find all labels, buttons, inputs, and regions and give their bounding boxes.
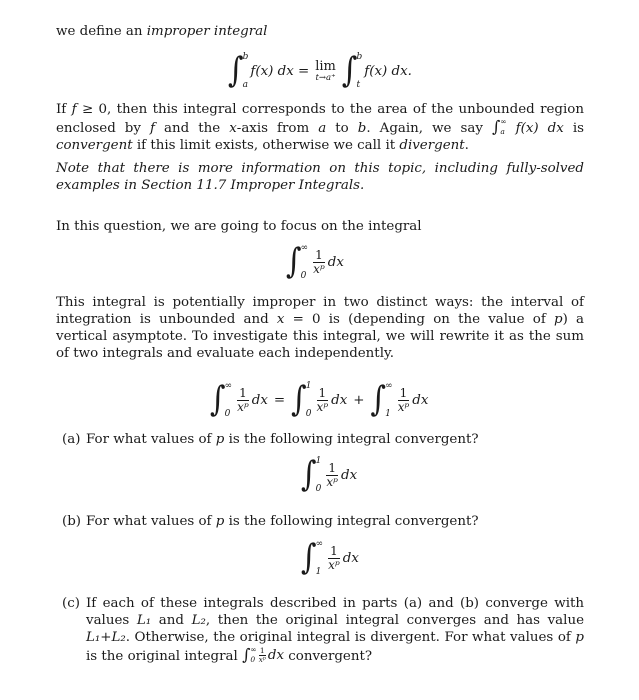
- part-b-label: (b): [62, 514, 82, 529]
- term-improper-integral: improper integral: [146, 24, 268, 39]
- definition-equation: ∫ b a f(x) dx = lim t→a⁺ ∫ b t f(x) dx.: [228, 50, 412, 91]
- part-c-inline-integral: ∫ ∞ 0 $\frac{1}{\text{xᵖ}}$ dx: [242, 645, 285, 664]
- lhs-integral: ∫ b a: [228, 50, 249, 91]
- part-b-integral: ∫ ∞ 1 $\frac{1}{\text{xᵖ}}$ dx: [301, 537, 359, 578]
- part-b-question: For what values of p is the following integral convergent?: [86, 514, 479, 529]
- part-a-question: For what values of p is the following integral convergent?: [86, 432, 479, 447]
- rhs-integral: ∫ b t: [341, 50, 363, 91]
- inline-integral: ∫ ∞ a: [492, 117, 507, 136]
- part-a-label: (a): [62, 432, 81, 447]
- split-equation: ∫ ∞ 0 $\frac{1}{\text{xᵖ}}$ dx = ∫ 1 0 $\frac{1}{\text{xᵖ}}$ dx + ∫ ∞ 1 $\frac{1}{\text{xᵖ}}$ dx: [210, 379, 429, 420]
- split-paragraph: This integral is potentially improper in two distinct ways: the interval of integration is unbounded and x = 0 is (depending on the value of p) a vertical asymptote. To investigate this integral, we will rewrite it as the sum of two integrals and evaluate each independently.: [56, 295, 585, 361]
- area-paragraph: If f ≥ 0, then this integral corresponds to the area of the unbounded region enclosed by f and the x-axis from a to b. Again, we say ∫ ∞ a f(x) dx is convergent if this limit exists, otherwise we call it divergent.: [56, 102, 584, 153]
- limit-operator: lim t→a⁺: [315, 58, 336, 83]
- section-note: Note that there is more information on this topic, including fully-solved examples in Section 11.7 Improper Integrals.: [56, 161, 584, 193]
- focus-integral: ∫ ∞ 0 $\frac{1}{\text{xᵖ}}$ dx: [286, 241, 344, 282]
- part-a-integral: ∫ 1 0 $\frac{1}{\text{xᵖ}}$ dx: [301, 454, 358, 495]
- intro-line: we define an improper integral: [56, 24, 268, 39]
- part-c-question: If each of these integrals described in parts (a) and (b) converge with values L₁ and L₂, then the original integral converges and has value L₁+L₂. Otherwise, the original integral is divergent. For what values of p is the original integral ∫ ∞ 0 $\frac{1}{\text{xᵖ}}$ dx convergent?: [86, 596, 584, 664]
- focus-line: In this question, we are going to focus on the integral: [56, 219, 422, 234]
- part-c-label: (c): [62, 596, 80, 611]
